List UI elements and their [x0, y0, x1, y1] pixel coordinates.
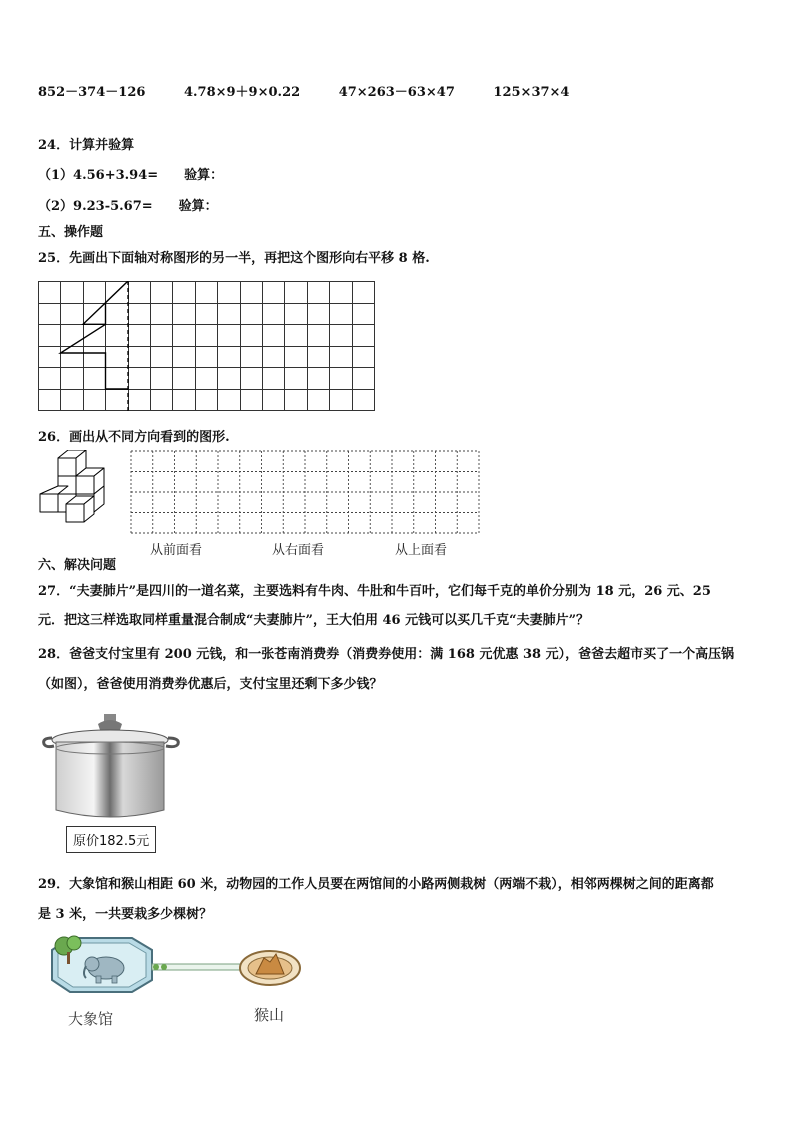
q24-title: 24．计算并验算: [38, 138, 135, 153]
calc-expr-1: 852－374－126: [38, 85, 146, 100]
q25-title: 25．先画出下面轴对称图形的另一半，再把这个图形向右平移 8 格.: [38, 251, 430, 266]
q24-item1: （1）4.56+3.94= 验算：: [38, 168, 224, 183]
monkey-hill-label: 猴山: [254, 1006, 285, 1024]
section-5-heading: 五、操作题: [38, 225, 104, 240]
section-6-heading: 六、解决问题: [38, 558, 117, 573]
q27-line2: 元．把这三样选取同样重量混合制成“夫妻肺片”，王大伯用 46 元钱可以买几千克“夫妻肺片”？: [38, 613, 590, 628]
view-top-label: 从上面看: [395, 543, 448, 558]
calc-row: [38, 86, 603, 99]
view-right-label: 从右面看: [272, 543, 325, 558]
calc-expr-3: 47×263－63×47: [338, 85, 455, 100]
elephant-house-label: 大象馆: [68, 1010, 114, 1028]
q26-cubes: [36, 450, 116, 528]
zoo-map-illustration: [40, 934, 305, 1004]
q28-line1: 28．爸爸支付宝里有 200 元钱，和一张苍南消费券（消费券使用：满 168 元优惠 38 元），爸爸去超市买了一个高压锅: [38, 647, 735, 662]
q27-line1: 27．“夫妻肺片”是四川的一道名菜，主要选料有牛肉、牛肚和牛百叶，它们每千克的单价分别为 18 元，26 元、25: [38, 584, 711, 599]
q29-line1: 29．大象馆和猴山相距 60 米，动物园的工作人员要在两馆间的小路两侧栽树（两端不栽），相邻两棵树之间的距离都: [38, 877, 714, 892]
q25-grid: [38, 281, 375, 411]
calc-expr-2: 4.78×9＋9×0.22: [183, 85, 301, 100]
q28-line2: （如图），爸爸使用消费券优惠后，支付宝里还剩下多少钱？: [38, 677, 383, 692]
calc-expr-4: 125×37×4: [493, 85, 570, 100]
q24-item2: （2）9.23-5.67= 验算：: [38, 199, 218, 214]
pressure-cooker-image: [40, 712, 185, 824]
q26-dotted-grid: [130, 450, 480, 534]
price-label: 原价182.5元: [66, 826, 156, 853]
view-front-label: 从前面看: [150, 543, 203, 558]
q29-line2: 是 3 米，一共要栽多少棵树？: [38, 907, 213, 922]
q26-title: 26．画出从不同方向看到的图形.: [38, 430, 230, 445]
